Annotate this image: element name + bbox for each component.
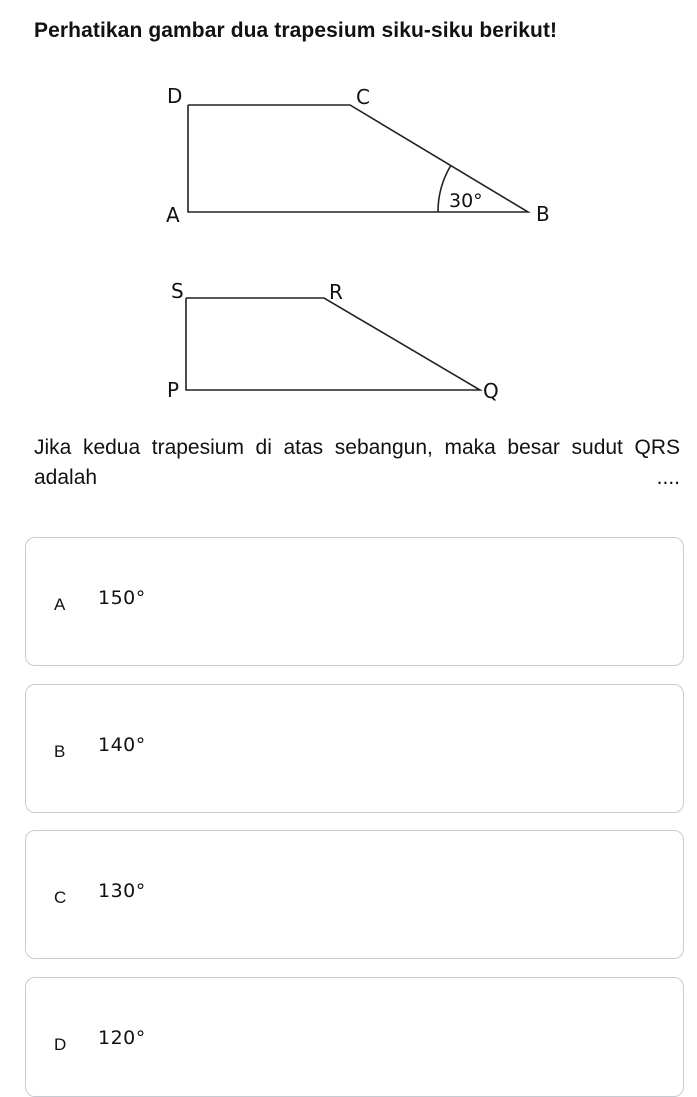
option-b[interactable] (25, 684, 684, 813)
option-d-value: 120° (98, 1027, 146, 1049)
option-a-value: 150° (98, 587, 146, 609)
trapezoid-pqrs (167, 279, 499, 403)
angle-label-b: 30° (449, 190, 483, 212)
vertex-label-p: P (167, 378, 180, 402)
question-title: Perhatikan gambar dua trapesium siku-siku berikut! (34, 19, 558, 42)
option-a[interactable] (25, 537, 684, 666)
vertex-label-r: R (329, 280, 343, 304)
vertex-label-s: S (171, 279, 184, 303)
trapezoid-abcd (166, 84, 550, 227)
option-c[interactable] (25, 830, 684, 959)
option-c-letter: C (54, 888, 67, 907)
option-b-letter: B (54, 742, 66, 761)
vertex-label-c: C (356, 85, 370, 109)
trapezoid-pqrs-outline (186, 298, 480, 390)
vertex-label-d: D (167, 84, 183, 108)
vertex-label-b: B (536, 202, 550, 226)
option-c-value: 130° (98, 880, 146, 902)
option-b-value: 140° (98, 734, 146, 756)
vertex-label-a: A (166, 203, 180, 227)
option-d-letter: D (54, 1035, 67, 1054)
option-a-letter: A (54, 595, 66, 614)
trapezoid-figure (0, 0, 697, 420)
option-d[interactable] (25, 977, 684, 1097)
question-text: Jika kedua trapesium di atas sebangun, maka besar sudut QRS adalah .... (34, 436, 680, 489)
vertex-label-q: Q (483, 379, 499, 403)
